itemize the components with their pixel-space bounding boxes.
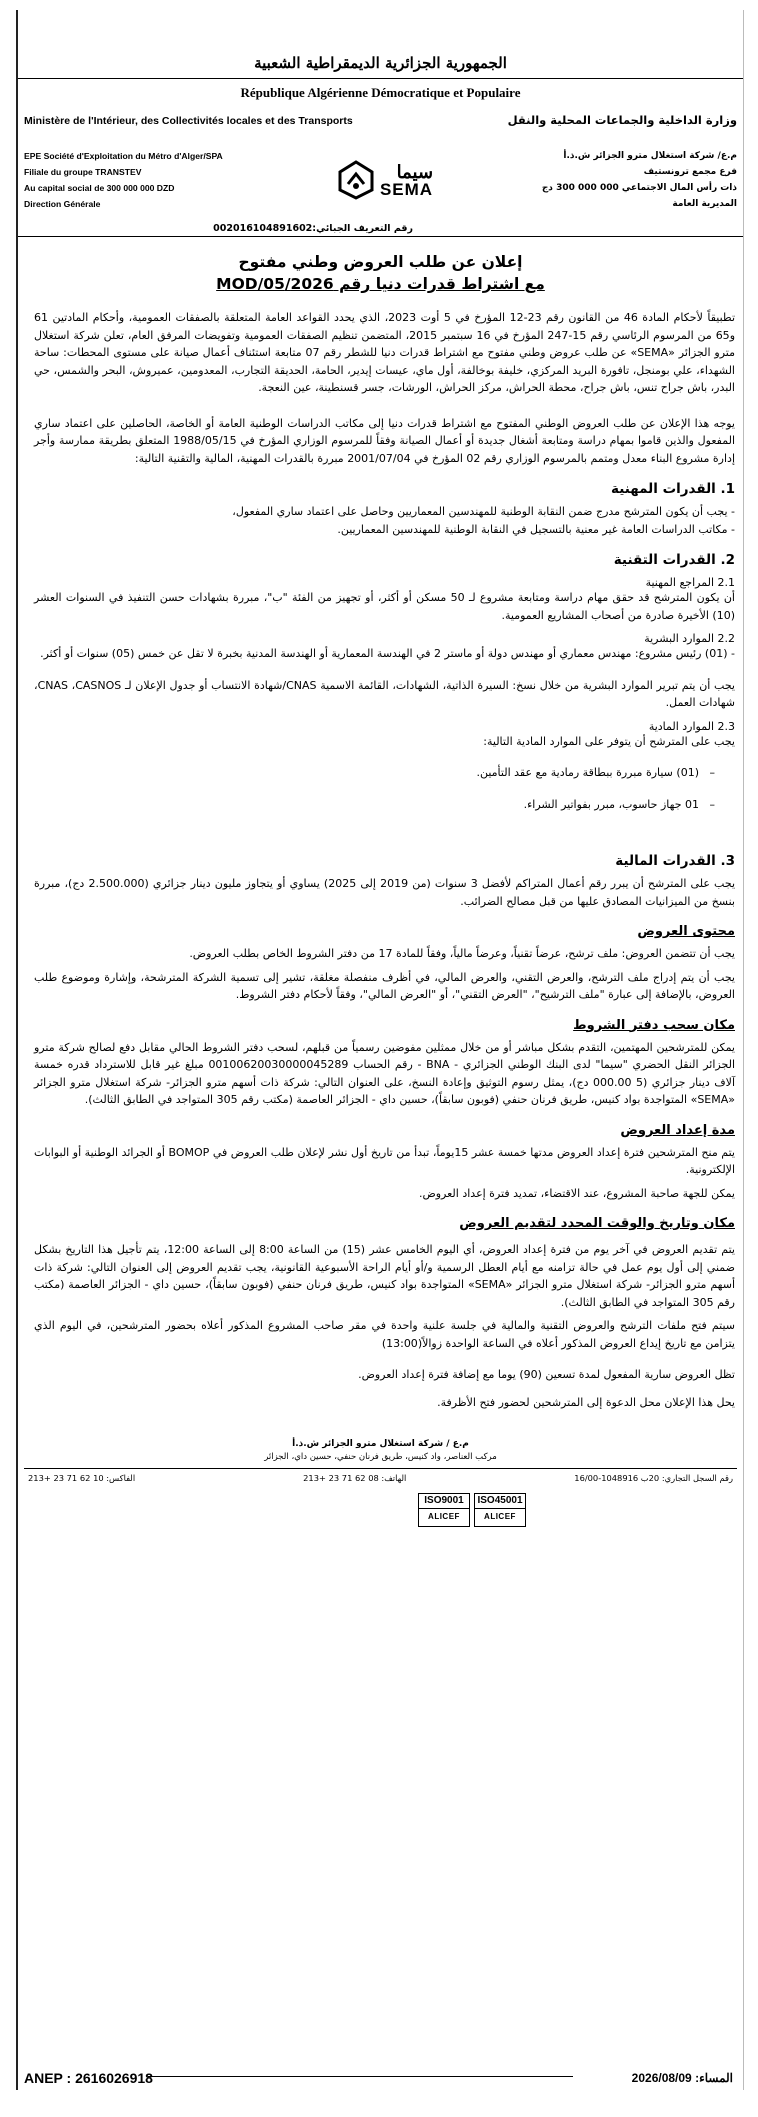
content-paragraph: يجب أن يتم إدراج ملف الترشح، والعرض التقني، والعرض المالي، في أظرف منفصلة مغلقة، تشير إلى تسمية الشركة المترشحة، وإشارة وموضوع طلب العروض، بالإضافة إلى عبارة "ملف الترشيح"، "العرض التقني"، أو "العرض المالي"، وفقاً لأحكام دفتر الشروط. xyxy=(34,970,735,1001)
intro-paragraph: تطبيقاً لأحكام المادة 46 من القانون رقم 23-12 المؤرخ في 5 أوت 2023، الذي يحدد القواعد العامة المتعلقة بالصفقات العمومية، وأحكام المادتين 61 و65 من المرسوم الرئاسي رقم 15-247 المؤرخ في 16 سبتمبر 2015، المتضمن تنظيم الصفقات العمومية وتفويضات المرفق العام، تعلن شركة استغلال مترو الجزائر «SEMA» عن طلب عروض وطني مفتوح مع اشتراط قدرات دنيا للشطر رقم 07 متابعة استئناف أعمال صيانة على مستوى المحطات: ساحة الشهداء، علي بومنجل، تافورة البريد المركزي، خليفة بوخالفة، أول ماي، عيسات إيدير، الحامة، الحديقة التجارب، المعدومين، عميروش، البحر والشمس، حي البدر، باش جراح تنس، باش جراح، محطة الحراش، مركز الحراش، الورشات، جسر قسنطينة، عين النعجة. xyxy=(34,311,736,394)
subsection-title: 2.3 الموارد المادية xyxy=(648,719,735,733)
iso45001-badge xyxy=(474,1493,526,1527)
deadline-paragraph: سيتم فتح ملفات الترشح والعروض التقنية والمالية في جلسة علنية واحدة في مقر صاحب المشروع المذكور أعلاه بحضور المترشحين، في اليوم الذي يتزامن مع تاريخ إيداع العروض المذكور أعلاه في الساعة الواحدة زوالاً(13:00) xyxy=(34,1319,735,1350)
list-item: – (01) سيارة مبررة ببطاقة رمادية مع عقد التأمين. xyxy=(476,766,715,779)
heading-deadline: مكان وتاريخ والوقت المحدد لتقديم العروض xyxy=(459,1216,735,1231)
bottom-bar xyxy=(18,2070,743,2086)
anep-number: ANEP : 2616026918 xyxy=(24,2070,153,2086)
footer-contacts xyxy=(24,1468,737,1483)
ministry-ar: وزارة الداخلية والجماعات المحلية والنقل xyxy=(507,113,737,127)
section-item: - مكاتب الدراسات العامة غير معنية بالتسجيل في النقابة الوطنية للمهندسين المعماريين. xyxy=(337,522,735,536)
publication-date: المساء: 2026/08/09 xyxy=(631,2071,733,2085)
subsection-title: 2.2 الموارد البشرية xyxy=(644,632,735,645)
heading-withdraw: مكان سحب دفتر الشروط xyxy=(573,1017,735,1033)
ministry-fr: Ministère de l'Intérieur, des Collectivités locales et des Transports xyxy=(24,115,353,127)
company-ar-line: ذات رأس المال الاجتماعي 000 000 300 دج xyxy=(541,183,737,193)
list-item-text: 01 جهاز حاسوب، مبرر بفواتير الشراء. xyxy=(523,797,699,811)
list-item: – 01 جهاز حاسوب، مبرر بفواتير الشراء. xyxy=(523,797,715,811)
notice-title xyxy=(18,251,743,295)
duration-paragraph: يتم منح المترشحين فترة إعداد العروض مدتها خمسة عشر 15يوماً، تبدأ من تاريخ أول نشر لإعلان طلب العروض في BOMOP أو الجرائد الوطنية أو البوابات الإلكترونية. xyxy=(34,1145,735,1176)
title-line2: مع اشتراط قدرات دنيا رقم 2026/MOD/05 xyxy=(216,275,545,293)
logo-lat: SEMA xyxy=(379,179,434,199)
heading-content: محتوى العروض xyxy=(637,924,735,939)
subsection-title: 2.1 المراجع المهنية xyxy=(645,576,735,589)
intro-paragraph: يوجه هذا الإعلان عن طلب العروض الوطني المفتوح مع اشتراط قدرات دنيا إلى مكاتب الدراسات الوطنية العامة أو الخاصة، الحاصلين على اعتماد ساري المفعول والذين قاموا بمهام دراسة ومتابعة أشغال جديدة أو أعمال الصيانة وفقاً للمرسوم الوزاري المؤرخ في 1988/05/15 المتعلق بطريقة ممارسة وأجر إدارة مشروع البناء معدل ومتمم بالمرسوم الوزاري رقم 02 المؤرخ في 2001/07/04 مبررة بالقدرات المهنية، المالية والتقنية التالية: xyxy=(34,416,735,465)
cert-label: ISO45001 xyxy=(475,1494,525,1509)
tax-id: رقم التعريف الجبائي:002016104891602 xyxy=(18,223,743,237)
republic-fr: République Algérienne Démocratique et Populaire xyxy=(240,85,521,100)
section-professional: 1. القدرات المهنية xyxy=(611,481,735,497)
notice-page xyxy=(16,10,744,2090)
metro-logo-icon xyxy=(338,160,374,200)
company-fr-line: Direction Générale xyxy=(24,199,101,209)
republic-ar: الجمهورية الجزائرية الديمقراطية الشعبية xyxy=(254,54,507,72)
subsection-text: يجب على المترشح أن يتوفر على الموارد المادية التالية: xyxy=(483,734,735,748)
company-block xyxy=(18,139,743,221)
header-divider xyxy=(18,78,743,79)
heading-duration: مدة إعداد العروض xyxy=(620,1122,735,1138)
footer-company: م.ع / شركة استغلال مترو الجزائر ش.ذ.أ xyxy=(292,1439,469,1449)
withdraw-paragraph: يمكن للمترشحين المهتمين، التقدم بشكل مباشر أو من خلال ممثلين مفوضين رسمياً من قبلهم، لسحب دفتر الشروط الحالي مقابل دفع لصالح شركة مترو الجزائر النقل الحضري "سيما" لدى البنك الوطني الجزائري - BNA - رقم الحساب 00100620030000045289 مبلغ غير قابل للاسترداد قدره خمسة آلاف دينار جزائري (5 000.00 دج)، يمثل رسوم التوثيق وإعادة النسخ، على العنوان التالي: شركة ذات أسهم مترو الجزائر- شركة استغلال مترو الجزائر «SEMA» المتواجدة بواد كنيس، طريق فرنان حنفي (فوبون سابقاً)، حسين داي - الجزائر العاصمة (مكتب رقم 305 المتواجد في الطابق الثالث). xyxy=(34,1040,736,1106)
footer-address: مركب العناصر، واد كنيس، طريق فرنان حنفي، حسين داي، الجزائر xyxy=(264,1452,497,1462)
company-fr-line: Au capital social de 300 000 000 DZD xyxy=(24,183,175,193)
footer-fax: الفاكس: 10 62 71 23 +213 xyxy=(28,1473,136,1483)
footer-phone: الهاتف: 08 62 71 23 +213 xyxy=(303,1473,407,1483)
footer-rc: رقم السجل التجاري: 20ب 1048916-16/00 xyxy=(574,1473,733,1483)
deadline-paragraph: يتم تقديم العروض في آخر يوم من فترة إعداد العروض، أي اليوم الخامس عشر (15) من الساعة 8:00 إلى الساعة 12:00، يتم تأجيل هذا التاريخ بشكل ضمني إلى أول يوم عمل في حالة تزامنه مع أيام العطل الرسمية و/أو أيام الراحة الأسبوعية القانونية، يجب تقديم العروض إلى العنوان التالي: شركة ذات أسهم مترو الجزائر- شركة استغلال مترو الجزائر «SEMA» المتواجدة بواد كنيس، طريق فرنان حنفي (فوبون سابقاً)، حسين داي - الجزائر العاصمة (مكتب رقم 305 المتواجد في الطابق الثالث). xyxy=(34,1243,736,1309)
certifications xyxy=(18,1493,743,1527)
deadline-paragraph: تظل العروض سارية المفعول لمدة تسعين (90) يوما مع إضافة فترة إعداد العروض. xyxy=(358,1368,735,1381)
company-fr-line: EPE Société d'Exploitation du Métro d'Alger/SPA xyxy=(24,151,223,161)
section-financial: 3. القدرات المالية xyxy=(615,853,735,869)
list-item-text: (01) سيارة مبررة ببطاقة رمادية مع عقد التأمين. xyxy=(476,766,699,779)
cert-body: ALICEF xyxy=(484,1512,516,1521)
section-text: يجب على المترشح أن يبرر رقم أعمال المتراكم لأفضل 3 سنوات (من 2019 إلى 2025) يساوي أو يتجاوز مليون دينار جزائري (2.500.000 دج)، مبررة بنسخ من الميزانيات المصادق عليها من قبل مصالح الضرائب. xyxy=(34,877,736,908)
company-ar-line: م.ع/ شركة استغلال مترو الجزائر ش.ذ.أ xyxy=(563,151,737,161)
subsection-text: أن يكون المترشح قد حقق مهام دراسة ومتابعة مشروع لـ 50 مسكن أو أكثر، أو تجهيز من الفئة "ب"، مبررة بشهادات حسن التنفيذ في السنوات العشر (10) الأخيرة صادرة من أصحاب المشاريع العمومية. xyxy=(34,591,735,622)
deadline-paragraph: يحل هذا الإعلان محل الدعوة إلى المترشحين لحضور فتح الأظرفة. xyxy=(437,1395,735,1409)
subsection-note: يجب أن يتم تبرير الموارد البشرية من خلال نسخ: السيرة الذاتية، الشهادات، القائمة الاسمية CNAS/شهادة الانتساب أو جدول الإعلان لـ CNAS ،CASNOS، شهادات العمل. xyxy=(34,678,735,709)
logo-ar: سيما xyxy=(396,161,434,182)
duration-paragraph: يمكن للجهة صاحبة المشروع، عند الاقتضاء، تمديد فترة إعداد العروض. xyxy=(418,1186,735,1200)
section-item: - يجب أن يكون المترشح مدرج ضمن النقابة الوطنية للمهندسين المعماريين وحاصل على اعتماد ساري المفعول، xyxy=(232,505,735,518)
ministry-row xyxy=(18,113,743,127)
company-ar-line: المديرية العامة xyxy=(672,199,737,209)
iso9001-badge xyxy=(418,1493,470,1527)
company-ar-line: فرع مجمع ترونستيف xyxy=(643,167,737,177)
company-fr-line: Filiale du groupe TRANSTEV xyxy=(24,167,142,177)
company-ar xyxy=(517,148,737,212)
title-line1: إعلان عن طلب العروض وطني مفتوح xyxy=(238,253,523,271)
content-paragraph: يجب أن تتضمن العروض: ملف ترشح، عرضاً تقنياً، وعرضاً مالياً، وفقاً للمادة 17 من دفتر الشروط الخاص بطلب العروض. xyxy=(189,947,735,960)
sema-logo xyxy=(321,160,451,200)
cert-label: ISO9001 xyxy=(419,1494,469,1509)
subsection-text: - (01) رئيس مشروع: مهندس معماري أو مهندس دولة أو ماستر 2 في الهندسة المعمارية أو الهندسة المدنية بخبرة لا تقل عن خمس (05) سنوات أو أكثر. xyxy=(40,647,735,660)
notice-body xyxy=(18,309,743,1411)
cert-body: ALICEF xyxy=(428,1512,460,1521)
company-fr xyxy=(24,148,254,212)
section-technical: 2. القدرات التقنية xyxy=(613,552,735,568)
